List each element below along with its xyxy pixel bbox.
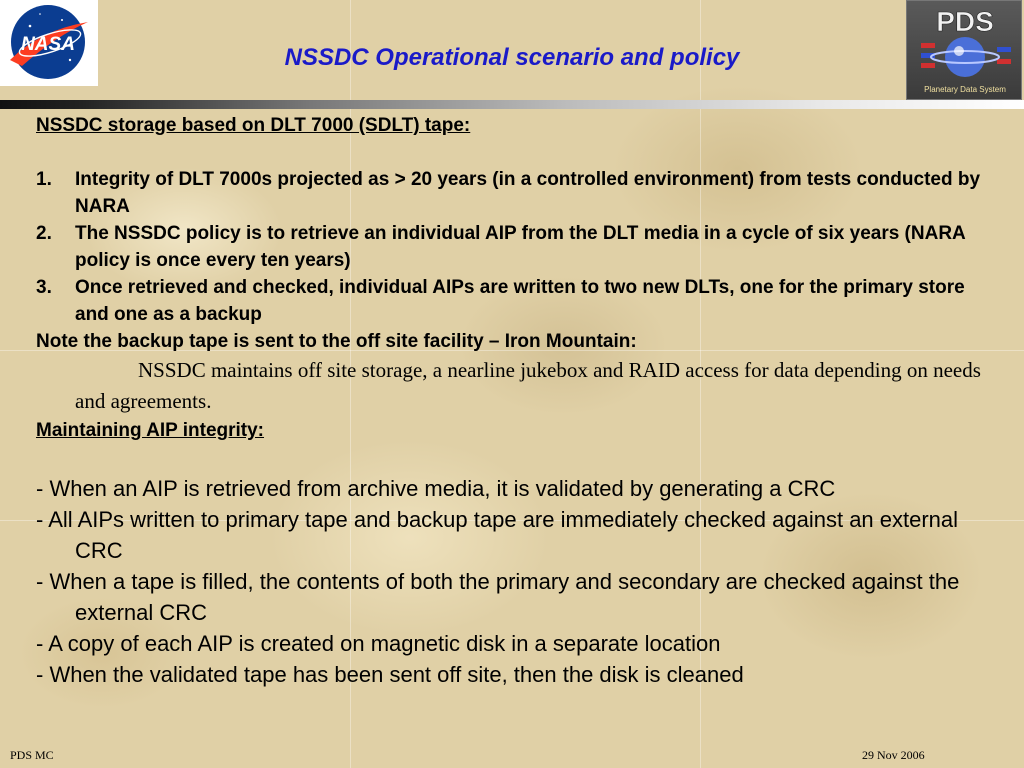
list-number: 3.	[36, 277, 52, 298]
footer-date: 29 Nov 2006	[862, 748, 925, 762]
list-number: 2.	[36, 223, 52, 244]
list-item: - When a tape is filled, the contents of both the primary and secondary are checked against the external CRC	[36, 569, 960, 625]
title-divider	[0, 100, 1024, 109]
integrity-heading: Maintaining AIP integrity:	[36, 420, 265, 441]
storage-heading: NSSDC storage based on DLT 7000 (SDLT) tape:	[36, 115, 471, 136]
integrity-list	[36, 473, 986, 690]
list-number: 1.	[36, 169, 52, 190]
list-item	[36, 274, 986, 328]
storage-detail: NSSDC maintains off site storage, a nearline jukebox and RAID access for data depending on needs and agreements.	[75, 358, 981, 413]
list-item: - When the validated tape has been sent off site, then the disk is cleaned	[36, 662, 744, 687]
list-item: - All AIPs written to primary tape and backup tape are immediately checked against an external CRC	[36, 507, 959, 563]
pds-logo-text: PDS	[936, 6, 994, 37]
list-item: - A copy of each AIP is created on magnetic disk in a separate location	[36, 631, 721, 656]
list-text: The NSSDC policy is to retrieve an individual AIP from the DLT media in a cycle of six years (NARA policy is once every ten years)	[75, 223, 966, 271]
list-item: - When an AIP is retrieved from archive media, it is validated by generating a CRC	[36, 476, 836, 501]
page-title: NSSDC Operational scenario and policy	[284, 44, 740, 71]
list-text: Once retrieved and checked, individual AIPs are written to two new DLTs, one for the primary store and one as a backup	[75, 277, 965, 325]
nasa-logo	[0, 0, 98, 86]
backup-note: Note the backup tape is sent to the off site facility – Iron Mountain:	[36, 331, 637, 352]
pds-logo-subtext: Planetary Data System	[924, 85, 1006, 94]
list-item	[36, 220, 986, 274]
list-text: Integrity of DLT 7000s projected as > 20 years (in a controlled environment) from tests conducted by NARA	[75, 169, 981, 217]
slide-content	[36, 112, 986, 690]
list-item	[36, 166, 986, 220]
footer-left: PDS MC	[10, 748, 54, 762]
spacer	[36, 139, 986, 166]
nasa-logo-text: NASA	[21, 34, 75, 55]
